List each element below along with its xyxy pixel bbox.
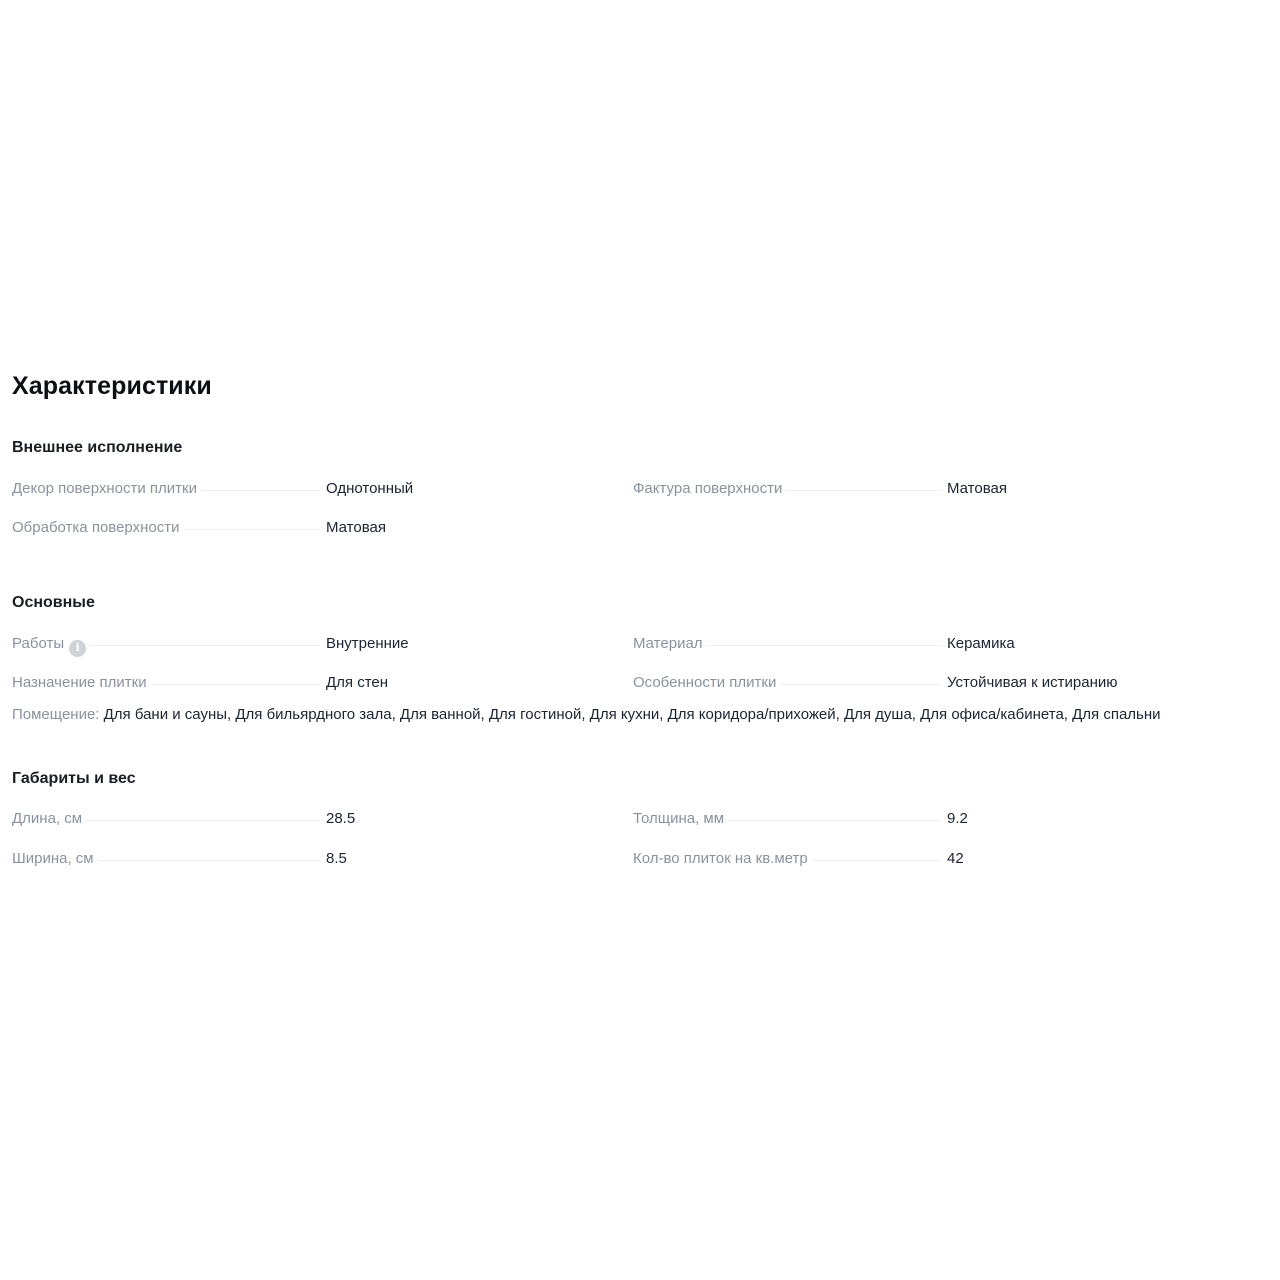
spec-value: Матовая	[326, 519, 386, 536]
spec-row-surface-texture	[633, 478, 1253, 500]
spec-value: 42	[947, 850, 964, 867]
section-title-appearance: Внешнее исполнение	[12, 439, 183, 456]
spec-row-room	[12, 704, 1272, 726]
spec-value: Керамика	[947, 635, 1015, 652]
spec-value: Матовая	[947, 480, 1007, 497]
spec-row-tiles-per-sqm	[633, 848, 1253, 870]
spec-label: Кол-во плиток на кв.метр	[633, 850, 808, 867]
leader-line	[780, 684, 941, 685]
spec-label: Ширина, см	[12, 850, 94, 867]
spec-row-thickness	[633, 808, 1253, 830]
spec-row-tile-purpose	[12, 672, 632, 694]
leader-line	[728, 820, 941, 821]
spec-value: Для бани и сауны, Для бильярдного зала, Для ванной, Для гостиной, Для кухни, Для коридора/прихожей, Для душа, Для офиса/кабинета, Для спальни	[103, 706, 1161, 723]
leader-line	[183, 529, 320, 530]
spec-row-width	[12, 848, 632, 870]
leader-line	[707, 645, 941, 646]
spec-label: Работы	[12, 635, 65, 652]
leader-line	[98, 860, 320, 861]
spec-label: Материал	[633, 635, 703, 652]
spec-row-length	[12, 808, 632, 830]
leader-line	[786, 490, 941, 491]
spec-row-works	[12, 633, 632, 655]
section-title-main: Основные	[12, 594, 95, 611]
spec-label: Назначение плитки	[12, 674, 147, 691]
spec-label: Помещение:	[12, 706, 100, 723]
leader-line	[201, 490, 320, 491]
page-title: Характеристики	[12, 372, 212, 400]
spec-value: Внутренние	[326, 635, 409, 652]
spec-label: Длина, см	[12, 810, 83, 827]
spec-label: Фактура поверхности	[633, 480, 783, 497]
spec-label: Обработка поверхности	[12, 519, 180, 536]
spec-row-material	[633, 633, 1253, 655]
spec-value: Для стен	[326, 674, 389, 691]
spec-row-surface-decor	[12, 478, 632, 500]
spec-label: Особенности плитки	[633, 674, 777, 691]
spec-row-tile-features	[633, 672, 1253, 694]
spec-value: Однотонный	[326, 480, 414, 497]
spec-value: 8.5	[326, 850, 347, 867]
leader-line	[151, 684, 320, 685]
spec-row-surface-finish	[12, 517, 632, 539]
leader-line	[90, 645, 320, 646]
spec-value: 28.5	[326, 810, 356, 827]
spec-label: Декор поверхности плитки	[12, 480, 197, 497]
spec-value: Устойчивая к истиранию	[947, 674, 1118, 691]
section-title-dimensions: Габариты и вес	[12, 770, 136, 787]
leader-line	[86, 820, 320, 821]
spec-value: 9.2	[947, 810, 968, 827]
leader-line	[812, 860, 941, 861]
spec-label: Толщина, мм	[633, 810, 725, 827]
info-icon[interactable]: i	[69, 640, 86, 657]
